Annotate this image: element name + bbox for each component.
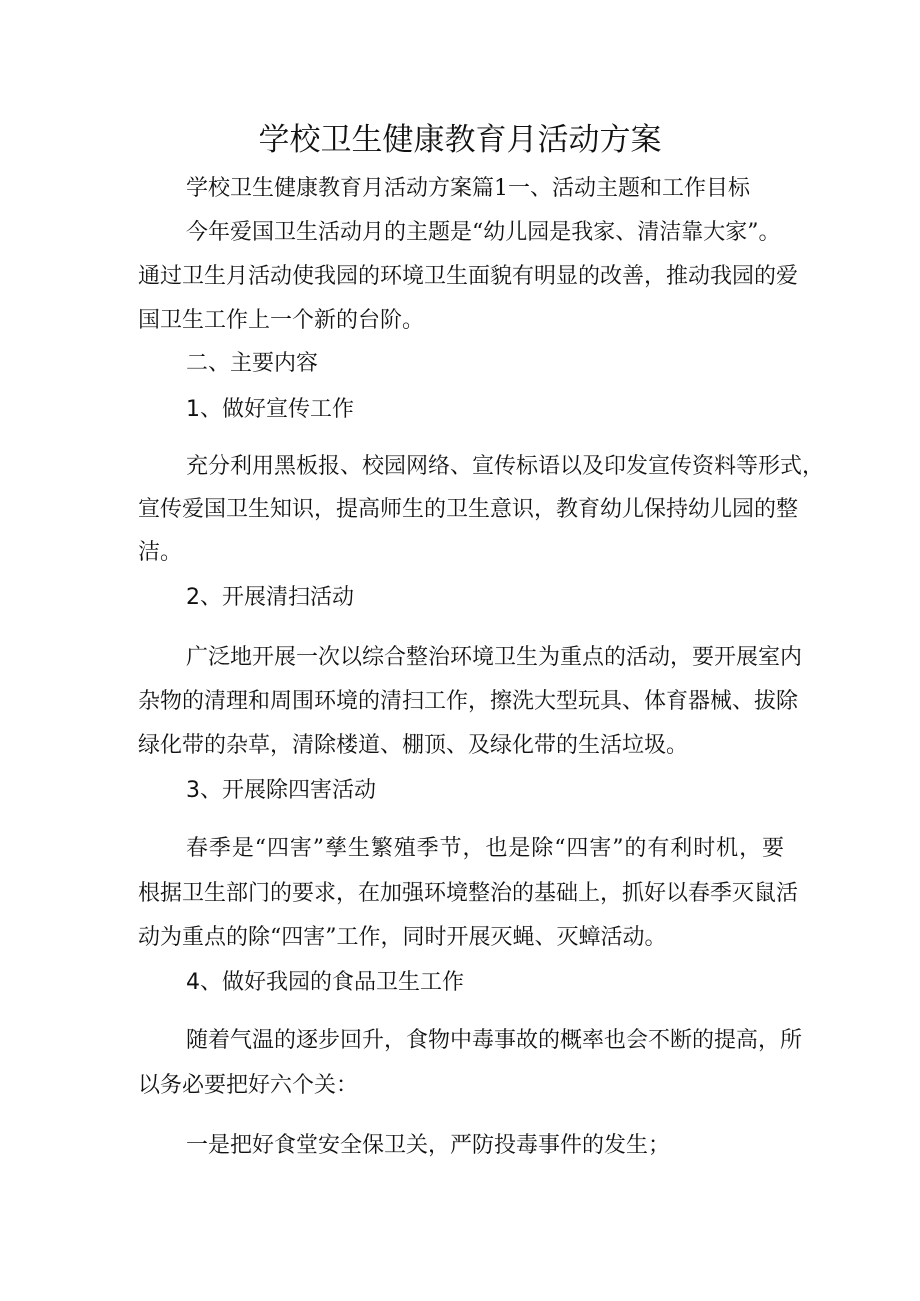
paragraph-line: 杂物的清理和周围环境的清扫工作，擦洗大型玩具、体育器械、拔除 (138, 689, 799, 714)
paragraph-line: 今年爱国卫生活动月的主题是“幼儿园是我家、清洁靠大家”。 (186, 220, 781, 245)
paragraph-line: 洁。 (138, 540, 183, 565)
item-heading: 2、开展清扫活动 (186, 585, 354, 610)
paragraph-line: 通过卫生月活动使我园的环境卫生面貌有明显的改善，推动我园的爱 (138, 264, 799, 289)
paragraph-line: 动为重点的除“四害”工作，同时开展灭蝇、灭蟑活动。 (138, 925, 667, 950)
document-title: 学校卫生健康教育月活动方案 (258, 122, 662, 158)
paragraph-line: 宣传爱国卫生知识，提高师生的卫生意识，教育幼儿保持幼儿园的整 (138, 497, 799, 522)
item-heading: 1、做好宣传工作 (186, 397, 354, 422)
paragraph-line: 国卫生工作上一个新的台阶。 (138, 308, 425, 333)
section-heading: 二、主要内容 (186, 351, 319, 376)
paragraph-line: 根据卫生部门的要求，在加强环境整治的基础上，抓好以春季灭鼠活 (138, 881, 799, 906)
paragraph-line: 充分利用黑板报、校园网络、宣传标语以及印发宣传资料等形式， (186, 454, 825, 479)
paragraph-line: 一是把好食堂安全保卫关，严防投毒事件的发生； (186, 1133, 671, 1158)
subtitle-line: 学校卫生健康教育月活动方案篇1一、活动主题和工作目标 (186, 176, 750, 201)
item-heading: 4、做好我园的食品卫生工作 (186, 970, 464, 995)
paragraph-line: 以务必要把好六个关： (138, 1073, 359, 1098)
item-heading: 3、开展除四害活动 (186, 778, 376, 803)
paragraph-line: 随着气温的逐步回升，食物中毒事故的概率也会不断的提高，所 (186, 1028, 803, 1053)
paragraph-line: 春季是“四害”孳生繁殖季节，也是除“四害”的有利时机，要 (186, 836, 784, 861)
paragraph-line: 绿化带的杂草，清除楼道、棚顶、及绿化带的生活垃圾。 (138, 733, 689, 758)
paragraph-line: 广泛地开展一次以综合整治环境卫生为重点的活动，要开展室内 (186, 645, 803, 670)
